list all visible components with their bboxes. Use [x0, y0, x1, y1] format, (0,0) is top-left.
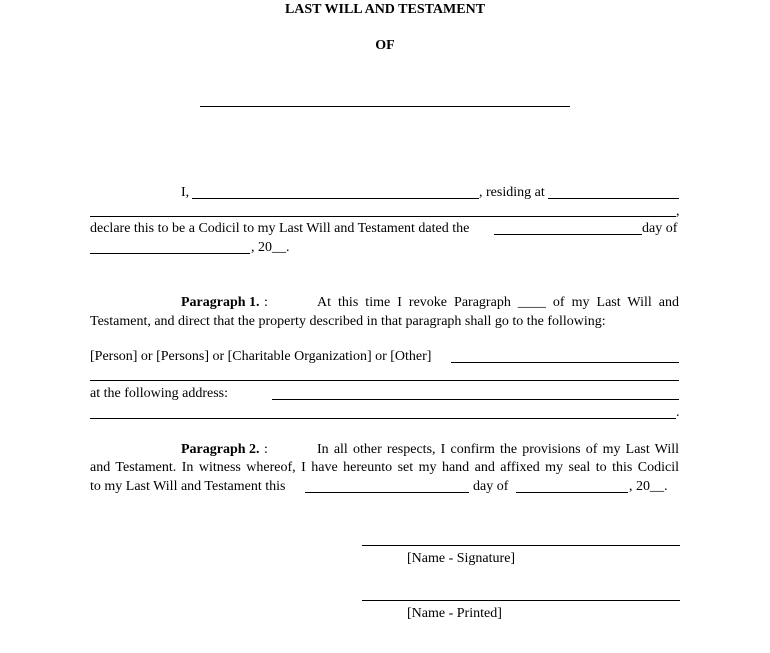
residence-blank[interactable]	[548, 198, 679, 199]
beneficiary-label: [Person] or [Persons] or [Charitable Organization] or [Other]	[90, 349, 432, 364]
signature-label: [Name - Signature]	[407, 551, 516, 566]
paragraph2-colon: :	[264, 442, 268, 457]
paragraph2-line3-a: to my Last Will and Testament this	[90, 479, 286, 494]
intro-i: I,	[181, 185, 190, 200]
paragraph1-heading: Paragraph 1.	[181, 295, 260, 310]
printed-name-label: [Name - Printed]	[407, 606, 502, 621]
signature-line[interactable]	[362, 545, 680, 546]
paragraph2-heading: Paragraph 2.	[181, 442, 260, 457]
residing-at-label: , residing at	[479, 185, 545, 200]
beneficiary-blank-2[interactable]	[90, 380, 679, 381]
paragraph1-colon: :	[264, 295, 268, 310]
will-date-blank[interactable]	[494, 234, 642, 235]
address-label: at the following address:	[90, 386, 229, 401]
day-of-label: day of	[642, 221, 678, 236]
testator-name-blank[interactable]	[192, 198, 479, 199]
testator-name-line[interactable]	[200, 106, 570, 107]
witness-month-blank[interactable]	[516, 492, 628, 493]
will-month-blank[interactable]	[90, 253, 250, 254]
address-blank[interactable]	[272, 399, 679, 400]
printed-name-line[interactable]	[362, 600, 680, 601]
document-subtitle-of: OF	[375, 38, 395, 53]
paragraph2-line2: and Testament. In witness whereof, I have hereunto set my hand and affixed my seal to this Codicil	[90, 460, 679, 475]
intro-comma: ,	[676, 204, 680, 219]
document-title: LAST WILL AND TESTAMENT	[284, 2, 486, 17]
address-blank-2[interactable]	[90, 418, 676, 419]
paragraph1-line1: At this time I revoke Paragraph ____ of my Last Will and	[317, 295, 679, 310]
paragraph1-line2: Testament, and direct that the property described in that paragraph shall go to the following:	[90, 314, 606, 329]
paragraph2-line3-c: , 20__.	[629, 479, 668, 494]
residence-continued-blank[interactable]	[90, 216, 676, 217]
beneficiary-blank[interactable]	[451, 362, 679, 363]
paragraph2-line3-b: day of	[473, 479, 509, 494]
witness-date-blank[interactable]	[305, 492, 469, 493]
declare-text: declare this to be a Codicil to my Last Will and Testament dated the	[90, 221, 470, 236]
intro-year: , 20__.	[251, 240, 290, 255]
paragraph2-line1: In all other respects, I confirm the provisions of my Last Will	[317, 442, 679, 457]
address-period: .	[676, 405, 680, 420]
